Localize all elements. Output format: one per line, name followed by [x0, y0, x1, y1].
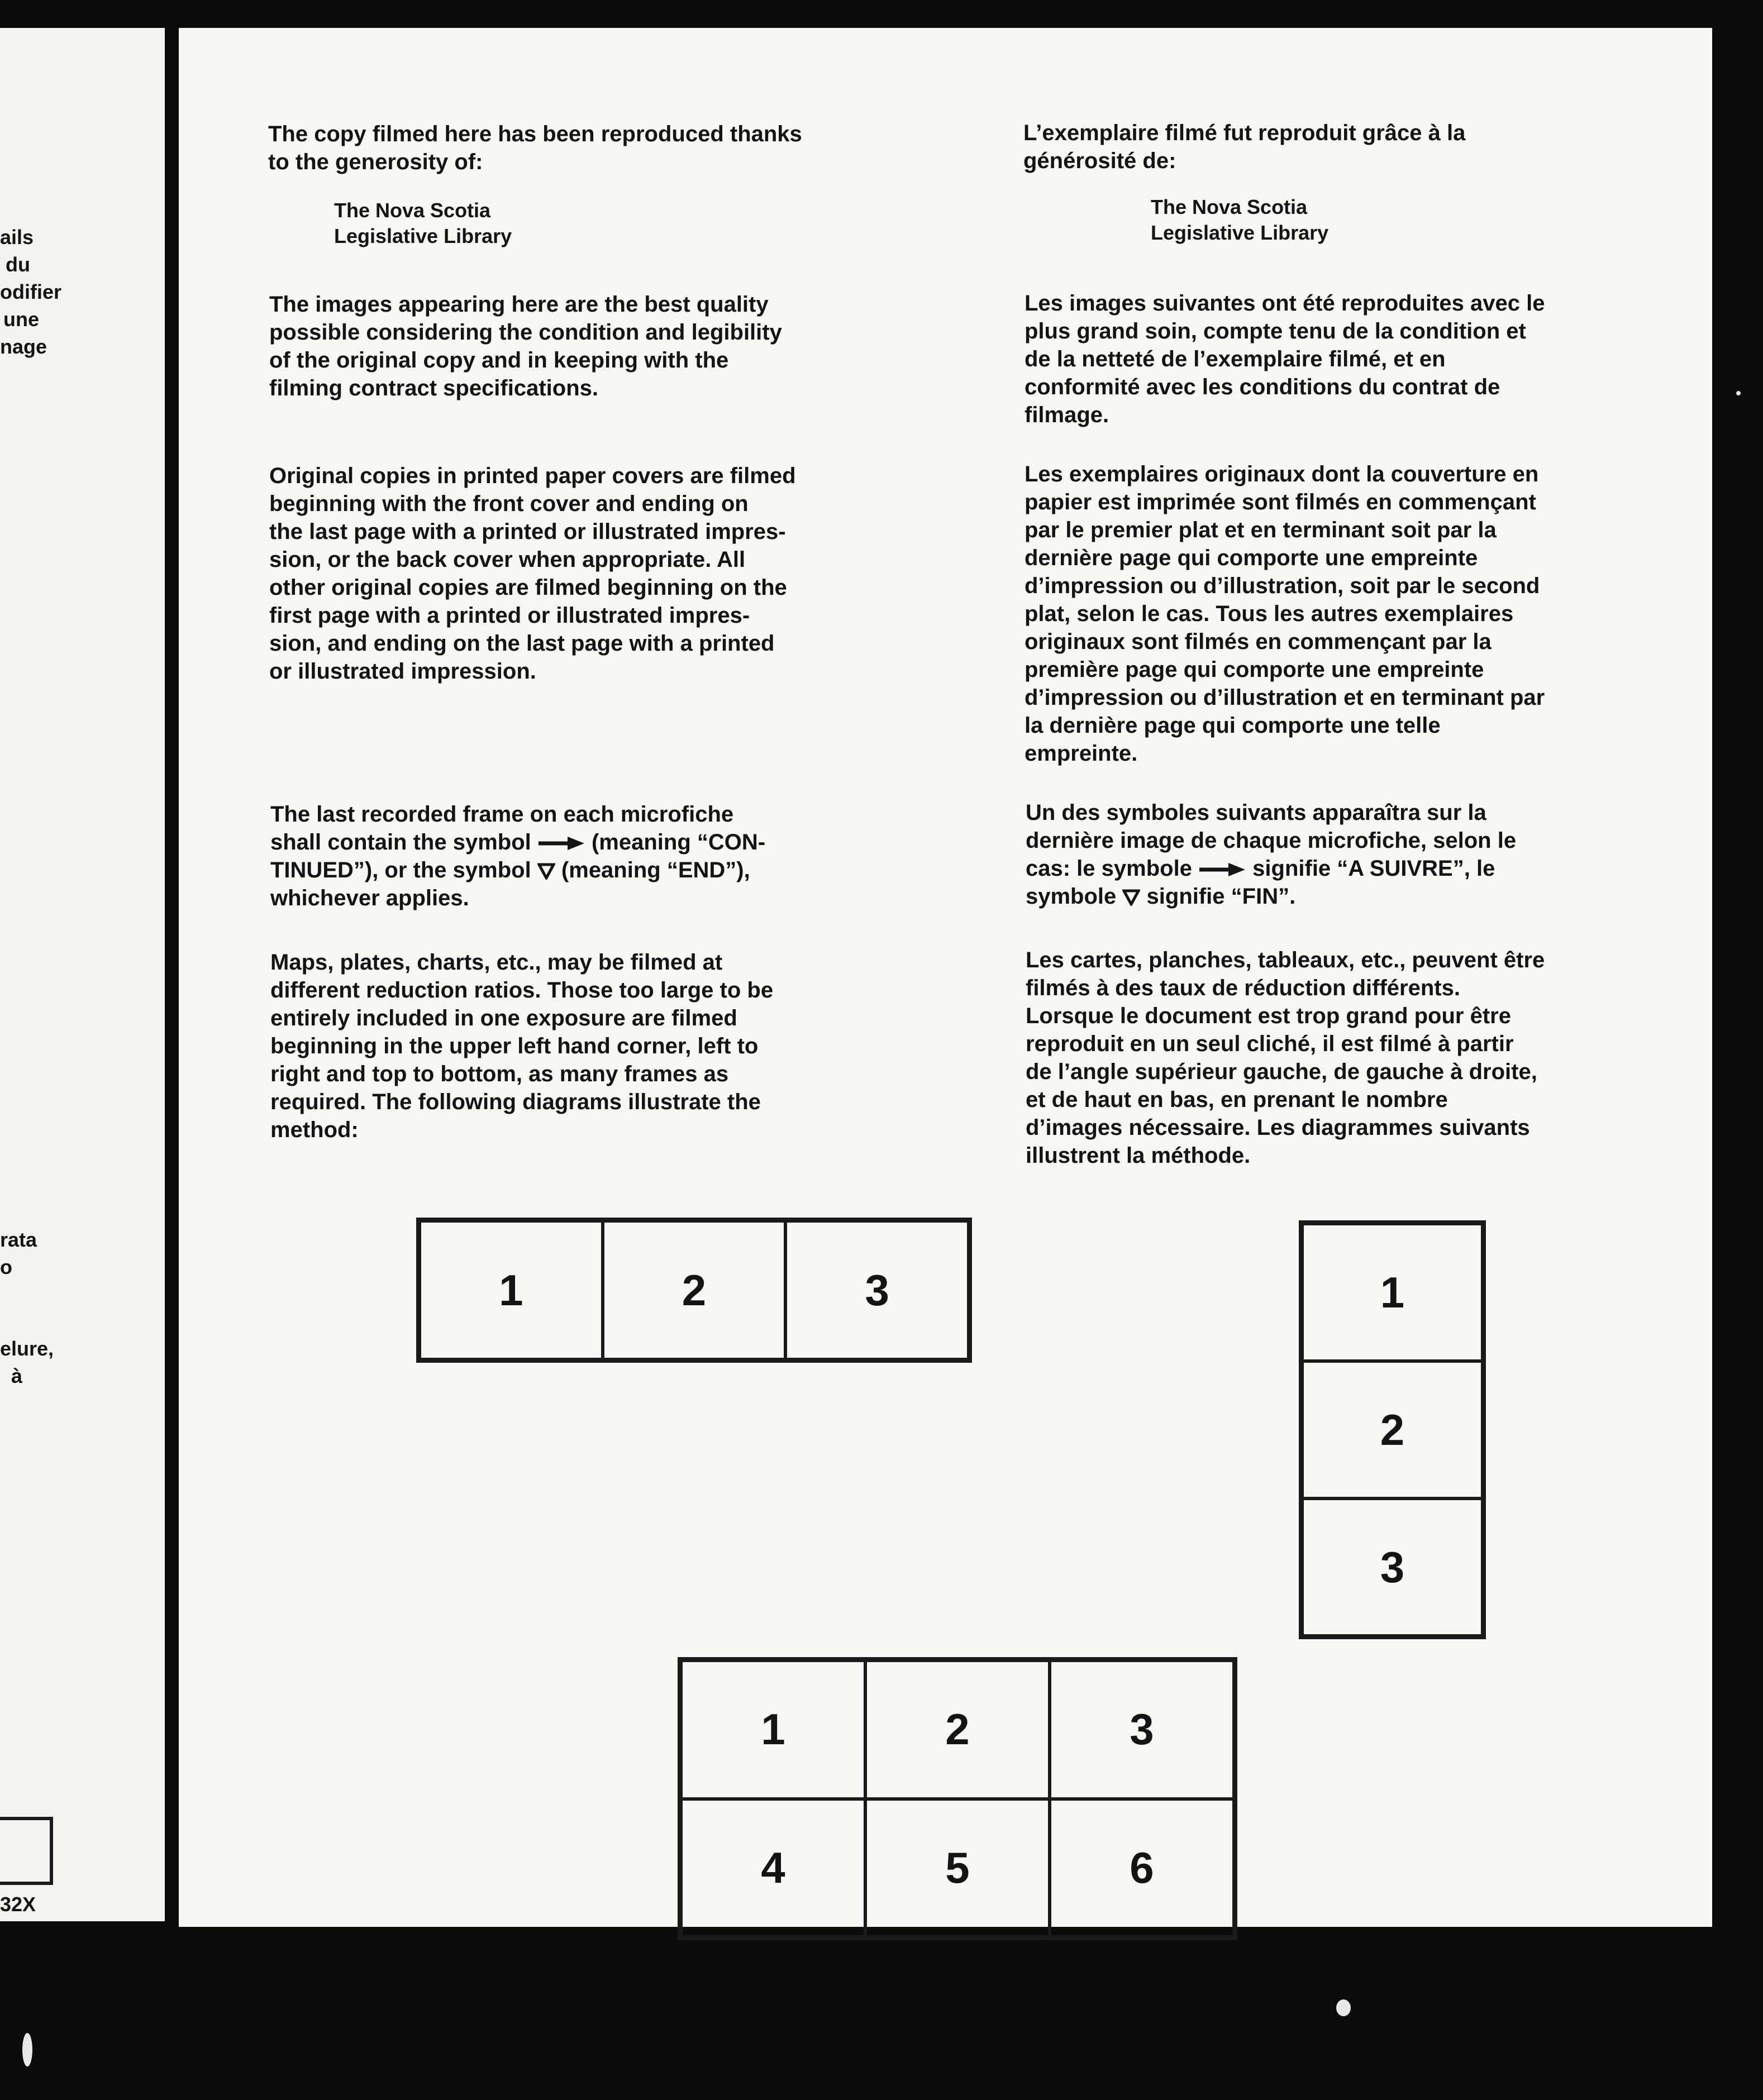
text-line: Legislative Library: [1151, 221, 1329, 244]
text-span: (meaning “CON-: [585, 830, 766, 855]
text-line: first page with a printed or illustrated impres-: [269, 603, 750, 628]
adjacent-page-fragment: [0, 28, 165, 1921]
text-line: dernière page qui comporte une empreinte: [1025, 546, 1478, 570]
text-line: required. The following diagrams illustrate the: [270, 1090, 761, 1114]
text-line: générosité de:: [1023, 149, 1176, 173]
text-line: filmés à des taux de réduction différents.: [1026, 976, 1460, 1000]
text-line: sion, and ending on the last page with a printed: [269, 631, 775, 656]
english-frame-paragraph: [270, 800, 765, 912]
film-speck: [22, 2033, 32, 2066]
french-originals-paragraph: [1025, 460, 1545, 767]
text-line: Legislative Library: [334, 225, 512, 247]
text-line: Les images suivantes ont été reproduites avec le: [1025, 291, 1545, 316]
text-line: other original copies are filmed beginning on the: [269, 575, 787, 600]
text-line: beginning with the front cover and ending on: [269, 491, 749, 516]
diagram-grid: [678, 1657, 1237, 1940]
text-line: filming contract specifications.: [269, 376, 599, 400]
text-line: papier est imprimée sont filmés en commençant: [1025, 490, 1536, 514]
diagram-cell: 1: [420, 1221, 603, 1359]
text-line: or illustrated impression.: [269, 659, 536, 684]
text-line: Un des symboles suivants apparaîtra sur la: [1026, 800, 1486, 825]
diagram-cell: 1: [1302, 1224, 1483, 1361]
film-speck: [1336, 1999, 1351, 2016]
triangle-down-icon: [537, 863, 555, 880]
english-thanks: [268, 120, 802, 176]
text-span: shall contain the symbol: [270, 830, 537, 855]
text-line: entirely included in one exposure are filmed: [270, 1006, 737, 1030]
left-edge-text-top: [0, 223, 61, 360]
text-line: The copy filmed here has been reproduced thanks: [268, 122, 802, 146]
english-maps-paragraph: [270, 948, 773, 1144]
text-line: Lorsque le document est trop grand pour être: [1026, 1004, 1511, 1028]
left-edge-text-low: [0, 1335, 54, 1390]
text-span: symbole: [1026, 884, 1123, 909]
edge-line: odifier: [0, 280, 62, 303]
french-thanks: [1023, 119, 1465, 175]
text-line: to the generosity of:: [268, 150, 483, 174]
diagram-cell: 2: [1302, 1361, 1483, 1498]
edge-line: rata: [0, 1228, 37, 1251]
text-line: [1026, 855, 1516, 882]
film-speck: [1736, 391, 1741, 395]
edge-line: elure,: [0, 1337, 54, 1360]
edge-line: nage: [0, 335, 47, 358]
diagram-cell: 1: [681, 1660, 865, 1799]
text-line: The Nova Scotia: [334, 199, 491, 222]
french-maps-paragraph: [1026, 946, 1545, 1170]
reduction-label: 32X: [0, 1893, 36, 1916]
text-line: Les exemplaires originaux dont la couverture en: [1025, 462, 1539, 486]
text-span: (meaning “END”),: [555, 858, 750, 882]
edge-line: o: [0, 1256, 12, 1278]
text-line: different reduction ratios. Those too large to be: [270, 978, 774, 1003]
diagram-horizontal: [416, 1218, 972, 1363]
text-span: signifie “FIN”.: [1140, 884, 1296, 909]
text-line: beginning in the upper left hand corner, left to: [270, 1034, 759, 1058]
edge-line: du: [6, 253, 30, 276]
edge-line: ails: [0, 226, 34, 249]
text-line: dernière image de chaque microfiche, selon le: [1026, 828, 1517, 853]
text-line: empreinte.: [1025, 741, 1138, 766]
text-line: [270, 828, 765, 856]
text-line: The Nova Scotia: [1151, 195, 1308, 218]
text-line: et de haut en bas, en prenant le nombre: [1026, 1087, 1448, 1112]
text-line: originaux sont filmés en commençant par la: [1025, 629, 1492, 654]
text-line: d’impression ou d’illustration et en terminant par: [1025, 685, 1545, 710]
text-span: cas: le symbole: [1026, 856, 1199, 881]
text-line: right and top to bottom, as many frames as: [270, 1062, 729, 1086]
text-line: par le premier plat et en terminant soit par la: [1025, 518, 1497, 542]
text-line: plus grand soin, compte tenu de la condition et: [1025, 319, 1526, 343]
english-library-name: [334, 198, 512, 249]
text-line: Maps, plates, charts, etc., may be filmed at: [270, 950, 723, 975]
text-line: The last recorded frame on each microfiche: [270, 802, 734, 827]
diagram-cell: 4: [681, 1799, 865, 1937]
text-line: plat, selon le cas. Tous les autres exemplaires: [1025, 602, 1514, 626]
text-line: de l’angle supérieur gauche, de gauche à droite,: [1026, 1059, 1537, 1084]
french-quality-paragraph: [1025, 289, 1545, 429]
text-line: la dernière page qui comporte une telle: [1025, 713, 1441, 738]
diagram-vertical: [1299, 1220, 1486, 1639]
diagram-cell: 3: [1050, 1660, 1234, 1799]
french-frame-paragraph: [1026, 799, 1516, 910]
text-line: sion, or the back cover when appropriate. All: [269, 547, 746, 572]
text-line: possible considering the condition and legibility: [269, 320, 782, 345]
text-line: of the original copy and in keeping with the: [269, 348, 729, 373]
edge-line: à: [11, 1364, 23, 1387]
english-originals-paragraph: [269, 462, 796, 685]
text-line: de la netteté de l’exemplaire filmé, et en: [1025, 347, 1446, 371]
diagram-cell: 3: [1302, 1498, 1483, 1636]
text-line: method:: [270, 1118, 359, 1142]
text-line: reproduit en un seul cliché, il est filmé à partir: [1026, 1032, 1514, 1056]
diagram-cell: 3: [785, 1221, 969, 1359]
text-line: première page qui comporte une empreinte: [1025, 657, 1484, 682]
text-line: d’images nécessaire. Les diagrammes suivants: [1026, 1115, 1530, 1140]
text-span: signifie “A SUIVRE”, le: [1246, 856, 1495, 881]
text-line: the last page with a printed or illustrated impres-: [269, 519, 786, 544]
text-line: Original copies in printed paper covers are filmed: [269, 464, 796, 488]
arrow-icon: [537, 834, 585, 853]
reduction-box-fragment: [0, 1817, 53, 1885]
text-span: TINUED”), or the symbol: [270, 858, 537, 882]
text-line: filmage.: [1025, 403, 1109, 427]
arrow-icon: [1198, 860, 1246, 879]
text-line: illustrent la méthode.: [1026, 1143, 1251, 1168]
english-quality-paragraph: [269, 290, 782, 402]
text-line: [1026, 882, 1516, 910]
edge-line: une: [3, 308, 40, 331]
text-line: L’exemplaire filmé fut reproduit grâce à la: [1023, 121, 1466, 145]
triangle-down-icon: [1122, 889, 1140, 906]
left-edge-text-mid: [0, 1226, 37, 1281]
french-library-name: [1151, 194, 1328, 246]
text-line: [270, 856, 765, 884]
diagram-cell: 6: [1050, 1799, 1234, 1937]
text-line: whichever applies.: [270, 886, 469, 910]
text-line: d’impression ou d’illustration, soit par le second: [1025, 574, 1540, 598]
text-line: Les cartes, planches, tableaux, etc., peuvent être: [1026, 948, 1545, 972]
diagram-cell: 2: [603, 1221, 786, 1359]
text-line: The images appearing here are the best quality: [269, 292, 769, 317]
diagram-cell: 5: [865, 1799, 1050, 1937]
text-line: conformité avec les conditions du contrat de: [1025, 375, 1500, 399]
diagram-cell: 2: [865, 1660, 1050, 1799]
